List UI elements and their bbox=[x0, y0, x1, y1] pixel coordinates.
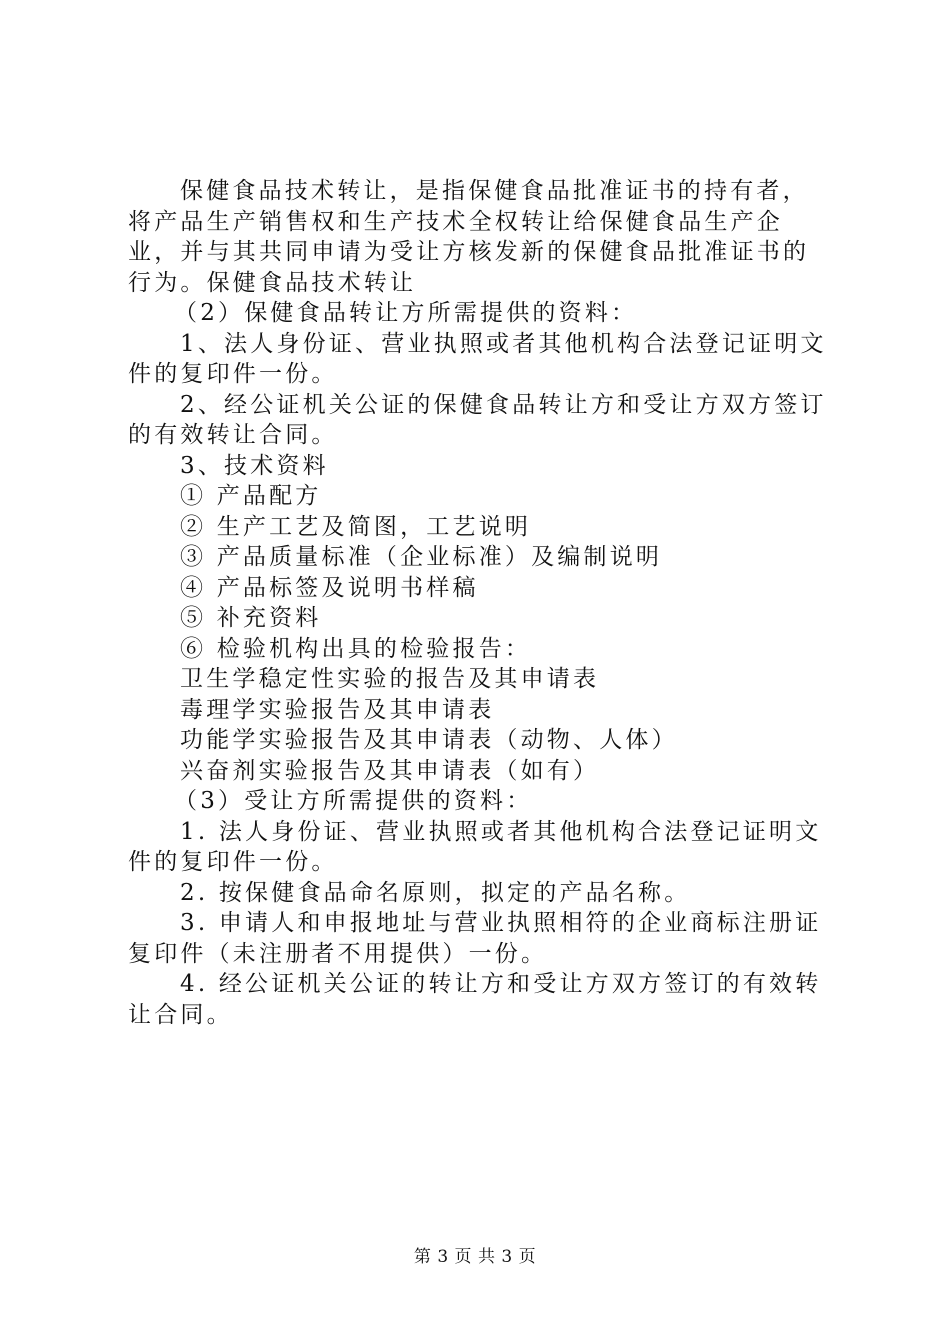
intro-paragraph: 保健食品技术转让，是指保健食品批准证书的持有者，将产品生产销售权和生产技术全权转让给保健食品生产企业，并与其共同申请为受让方核发新的保健食品批准证书的行为。保健食品技术转让 bbox=[128, 178, 810, 296]
report-item-4: 兴奋剂实验报告及其申请表（如有） bbox=[180, 757, 600, 784]
tech-item-2: ② 生产工艺及简图，工艺说明 bbox=[180, 513, 532, 540]
transferor-item-2: 2、经公证机关公证的保健食品转让方和受让方双方签订的有效转让合同。 bbox=[128, 391, 827, 448]
transferor-item-1: 1、法人身份证、营业执照或者其他机构合法登记证明文件的复印件一份。 bbox=[128, 330, 827, 387]
transferee-item-4: 4. 经公证机关公证的转让方和受让方双方签订的有效转让合同。 bbox=[128, 971, 822, 1028]
tech-item-5: ⑤ 补充资料 bbox=[180, 605, 322, 631]
page-footer: 第 3 页 共 3 页 bbox=[413, 1247, 537, 1267]
transferee-item-2: 2. 按保健食品命名原则，拟定的产品名称。 bbox=[180, 879, 691, 906]
section-heading-transferee: （3）受让方所需提供的资料： bbox=[174, 788, 533, 814]
document-body bbox=[128, 176, 832, 1030]
tech-item-1: ① 产品配方 bbox=[180, 483, 322, 509]
report-item-2: 毒理学实验报告及其申请表 bbox=[180, 696, 495, 723]
tech-item-3: ③ 产品质量标准（企业标准）及编制说明 bbox=[180, 544, 663, 570]
report-item-3: 功能学实验报告及其申请表（动物、人体） bbox=[180, 727, 678, 753]
section-heading-transferor: （2）保健食品转让方所需提供的资料： bbox=[174, 300, 638, 326]
transferee-item-1: 1. 法人身份证、营业执照或者其他机构合法登记证明文件的复印件一份。 bbox=[128, 818, 822, 875]
transferor-item-3: 3、技术资料 bbox=[180, 452, 329, 479]
tech-item-4: ④ 产品标签及说明书样稿 bbox=[180, 574, 479, 601]
tech-item-6: ⑥ 检验机构出具的检验报告： bbox=[180, 635, 532, 662]
report-item-1: 卫生学稳定性实验的报告及其申请表 bbox=[180, 666, 600, 692]
transferee-item-3: 3. 申请人和申报地址与营业执照相符的企业商标注册证复印件（未注册者不用提供）一份。 bbox=[128, 910, 822, 967]
